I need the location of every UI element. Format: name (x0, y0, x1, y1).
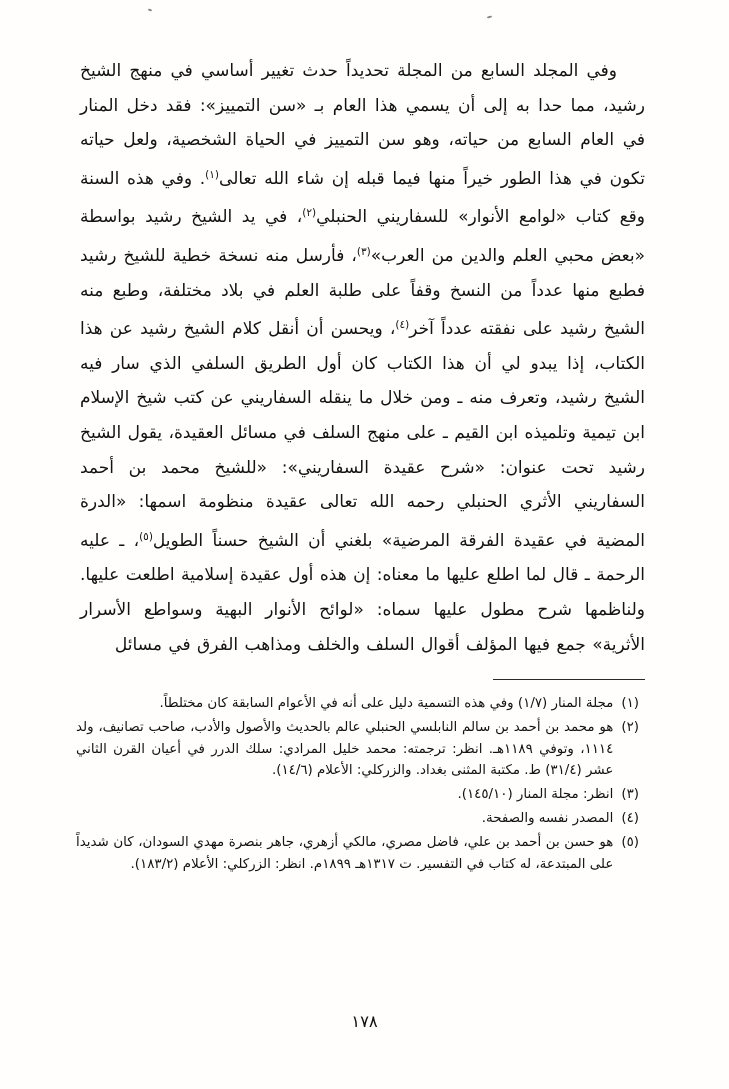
footnote-text: انظر: مجلة المنار (١٤٥/١٠). (457, 787, 614, 803)
main-paragraph (80, 54, 645, 662)
footnote-number: (٥) (621, 834, 639, 850)
footnote-text: هو حسن بن أحمد بن علي، فاضل مصري، مالكي أزهري، جاهر بنصرة مهدي السودان، كان شديداً على المبتدعة، له كتاب في التفسير. ت ١٣١٧هـ ١٨٩٩م. انظر: الزركلي: الأعلام (١٨٣/٢). (76, 834, 614, 872)
footnote-text: هو محمد بن أحمد بن سالم النابلسي الحنبلي عالم بالحديث والأصول والأدب، صاحب تصانيف، ولد ١١١٤، وتوفي ١١٨٩هـ. انظر: ترجمته: محمد خليل المرادي: سلك الدرر في أعيان القرن الثاني عشر (٣١/٤) ط. مكتبة المثنى بغداد. والزركلي: الأعلام (١٤/٦). (76, 719, 614, 779)
footnote-separator (493, 679, 645, 680)
footnote-text: مجلة المنار (١/٧) وفي هذه التسمية دليل على أنه في الأعوام السابقة كان مختلطاً. (159, 696, 614, 712)
footnote-item (76, 784, 639, 806)
text-run: ، في يد الشيخ رشيد بواسطة «بعض محبي العلم والدين من العرب» (80, 207, 645, 266)
text-run: . وفي هذه السنة وقع كتاب «لوامع الأنوار» للسفاريني الحنبلي (80, 168, 645, 228)
page-number: ١٧٨ (351, 1012, 378, 1031)
footnote-item (76, 693, 639, 715)
footnotes-section (0, 693, 729, 875)
text-run: ، ويحسن أن أنقل كلام الشيخ رشيد عن هذا الكتاب، إذا يبدو لي أن هذا الكتاب كان أول الطريق السلفي الذي سار فيه الشيخ رشيد، وتعرف منه ـ ومن خلال ما ينقله السفاريني عن كتب شيخ الإسلام ابن تيمية وتلميذه ابن القيم ـ على منهج السلف في مسائل العقيدة، يقول الشيخ رشيد تحت عنوان: «شرح عقيدة السفاريني»: «للشيخ محمد بن أحمد السفاريني الأثري الحنبلي رحمه الله تعالى عقيدة منظومة اسمها: «الدرة المضية في عقيدة الفرقة المرضية» بلغني أن الشيخ حسناً الطويل (80, 319, 645, 551)
text-run: ، ـ عليه الرحمة ـ قال لما اطلع عليها ما معناه: إن هذه أول عقيدة إسلامية اطلعت عليها. ولناظمها شرح مطول عليها سماه: «لوائح الأنوار البهية وسواطع الأسرار الأثرية» جمع فيها المؤلف أقوال السلف والخلف ومذاهب الفرق في مسائل (80, 530, 645, 655)
footnote-number: (٣) (621, 787, 639, 803)
footnote-ref: (٣) (356, 245, 371, 258)
footnote-number: (٢) (621, 719, 639, 735)
footnote-item (76, 717, 639, 782)
footnote-item (76, 832, 639, 876)
footnote-text: المصدر نفسه والصفحة. (481, 811, 614, 827)
footnote-ref: (٢) (302, 207, 317, 220)
footnote-ref: (٥) (139, 530, 153, 543)
footnote-ref: (٤) (395, 319, 410, 332)
text-run: ، فأرسل منه نسخة خطية للشيخ رشيد فطبع منها عدداً من النسخ وقفاً على طلبة العلم في بلاد مختلفة، وطبع منه الشيخ رشيد على نفقته عدداً آخر (80, 245, 645, 340)
footnote-number: (١) (621, 696, 639, 712)
footnote-ref: (١) (205, 168, 220, 181)
text-run: وفي المجلد السابع من المجلة تحديداً حدث تغيير أساسي في منهج الشيخ رشيد، مما حدا به إلى أن يسمي هذا العام بـ «سن التمييز»: فقد دخل المنار في العام السابع من حياته، وهو سن التمييز في الحياة الشخصية، ولعل حياته تكون في هذا الطور خيراً منها فيما قبله إن شاء الله تعالى (80, 61, 646, 189)
footnote-number: (٤) (621, 811, 639, 827)
footnote-item (76, 808, 639, 830)
